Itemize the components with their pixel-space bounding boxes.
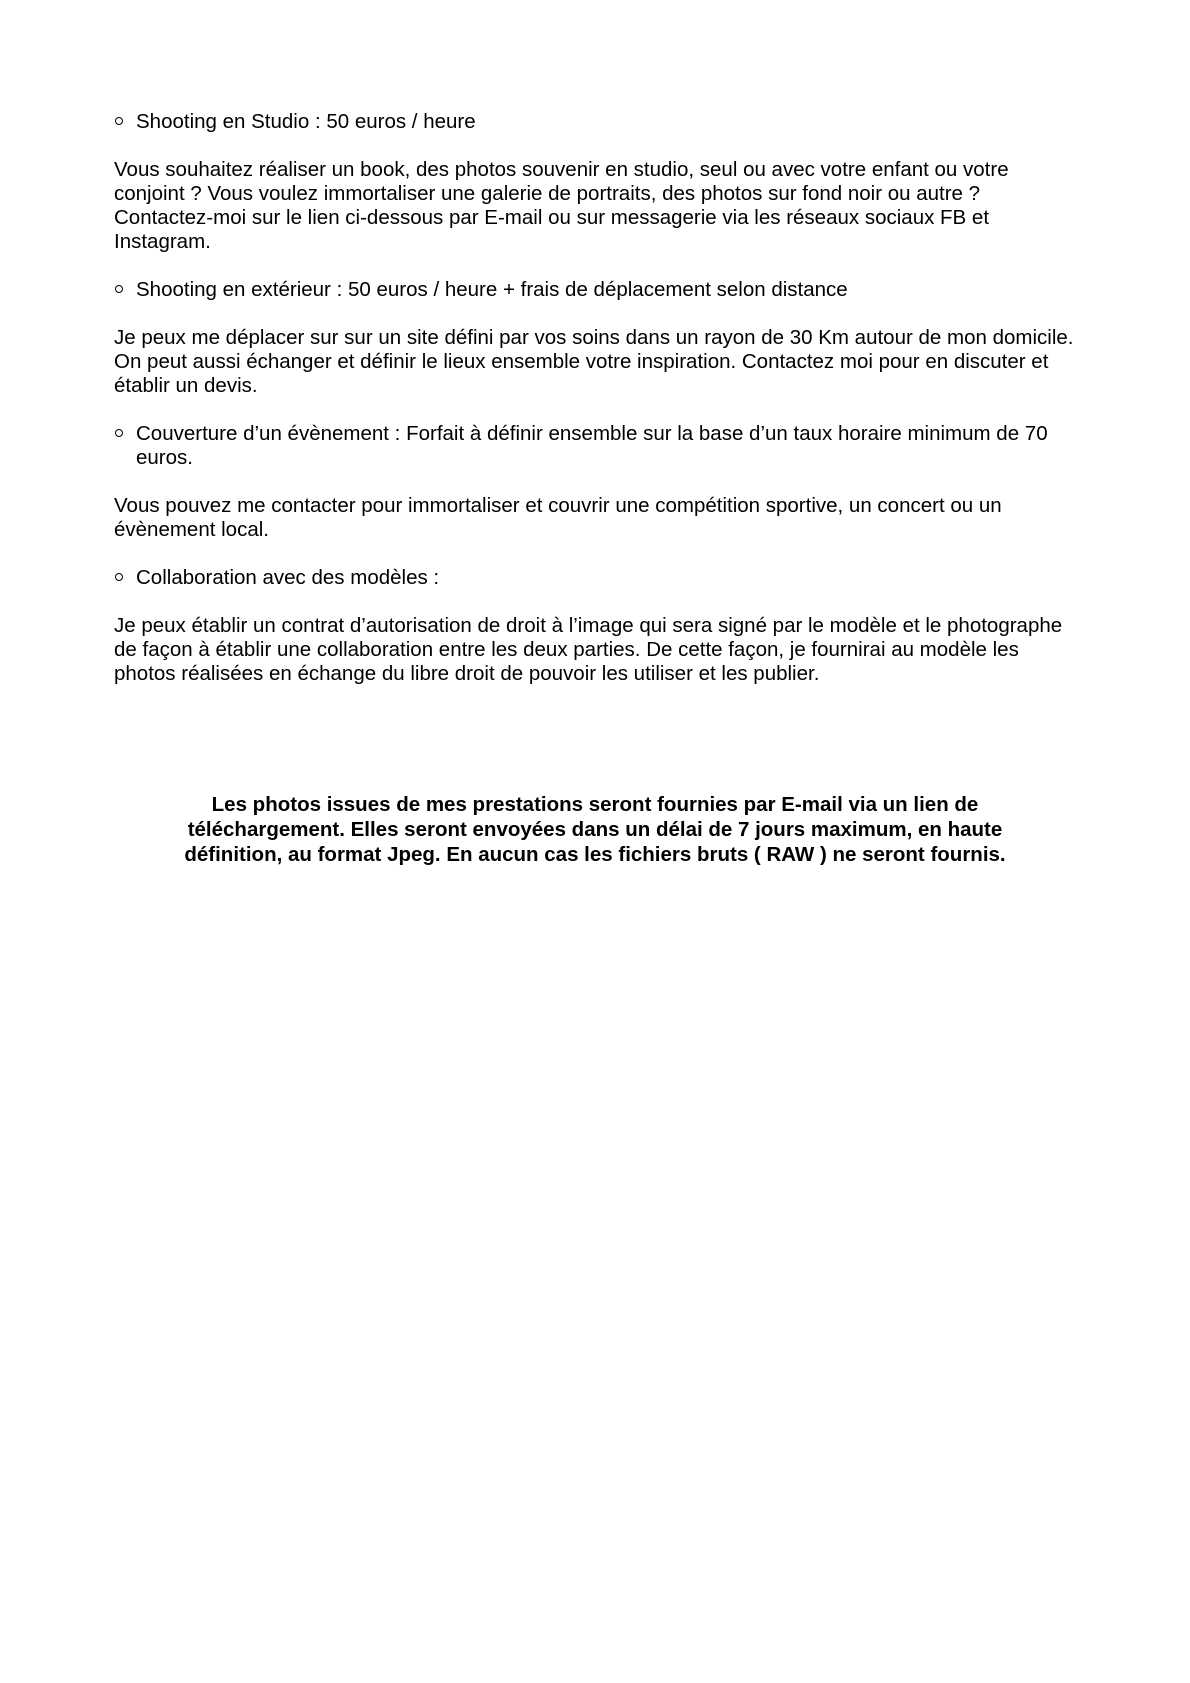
heading-text: Shooting en extérieur : 50 euros / heure + frais de déplacement selon distance	[136, 278, 848, 301]
hollow-circle-bullet-icon	[115, 573, 123, 581]
hollow-circle-bullet-icon	[115, 117, 123, 125]
paragraph-exterieur-1: Je peux me déplacer sur sur un site défini par vos soins dans un rayon de 30 Km autour de mon domicile. On peut aussi échanger et définir le lieux ensemble votre inspiration. Contactez moi pour en discuter et établir un devis.	[114, 326, 1074, 397]
paragraph-collaboration-1: Je peux établir un contrat d’autorisation de droit à l’image qui sera signé par le modèle et le photographe de façon à établir une collaboration entre les deux parties. De cette façon, je fournirai au modèle les photos réalisées en échange du libre droit de pouvoir les utiliser et les publier.	[114, 614, 1063, 685]
section-heading-evenement	[114, 422, 1074, 470]
section-heading-studio	[114, 110, 1074, 134]
paragraph-studio-1: Vous souhaitez réaliser un book, des photos souvenir en studio, seul ou avec votre enfant ou votre conjoint ? Vous voulez immortaliser une galerie de portraits, des photos sur fond noir ou autre ?	[114, 158, 1009, 205]
heading-text: Shooting en Studio : 50 euros / heure	[136, 110, 476, 133]
document-body	[114, 110, 1074, 710]
section-heading-collaboration	[114, 566, 1074, 590]
hollow-circle-bullet-icon	[115, 285, 123, 293]
delivery-note: Les photos issues de mes prestations seront fournies par E-mail via un lien de téléchargement. Elles seront envoyées dans un délai de 7 jours maximum, en haute définition, au format Jpeg. En aucun cas les fichiers bruts ( RAW ) ne seront fournis.	[184, 793, 1006, 866]
paragraph-studio-2: Contactez-moi sur le lien ci-dessous par E-mail ou sur messagerie via les réseaux sociaux FB et Instagram.	[114, 206, 990, 253]
heading-text: Collaboration avec des modèles :	[136, 566, 440, 589]
paragraph-evenement-1: Vous pouvez me contacter pour immortaliser et couvrir une compétition sportive, un concert ou un évènement local.	[114, 494, 1002, 541]
section-heading-exterieur	[114, 278, 1074, 302]
heading-text: Couverture d’un évènement : Forfait à définir ensemble sur la base d’un taux horaire minimum de 70 euros.	[136, 422, 1048, 469]
hollow-circle-bullet-icon	[115, 429, 123, 437]
